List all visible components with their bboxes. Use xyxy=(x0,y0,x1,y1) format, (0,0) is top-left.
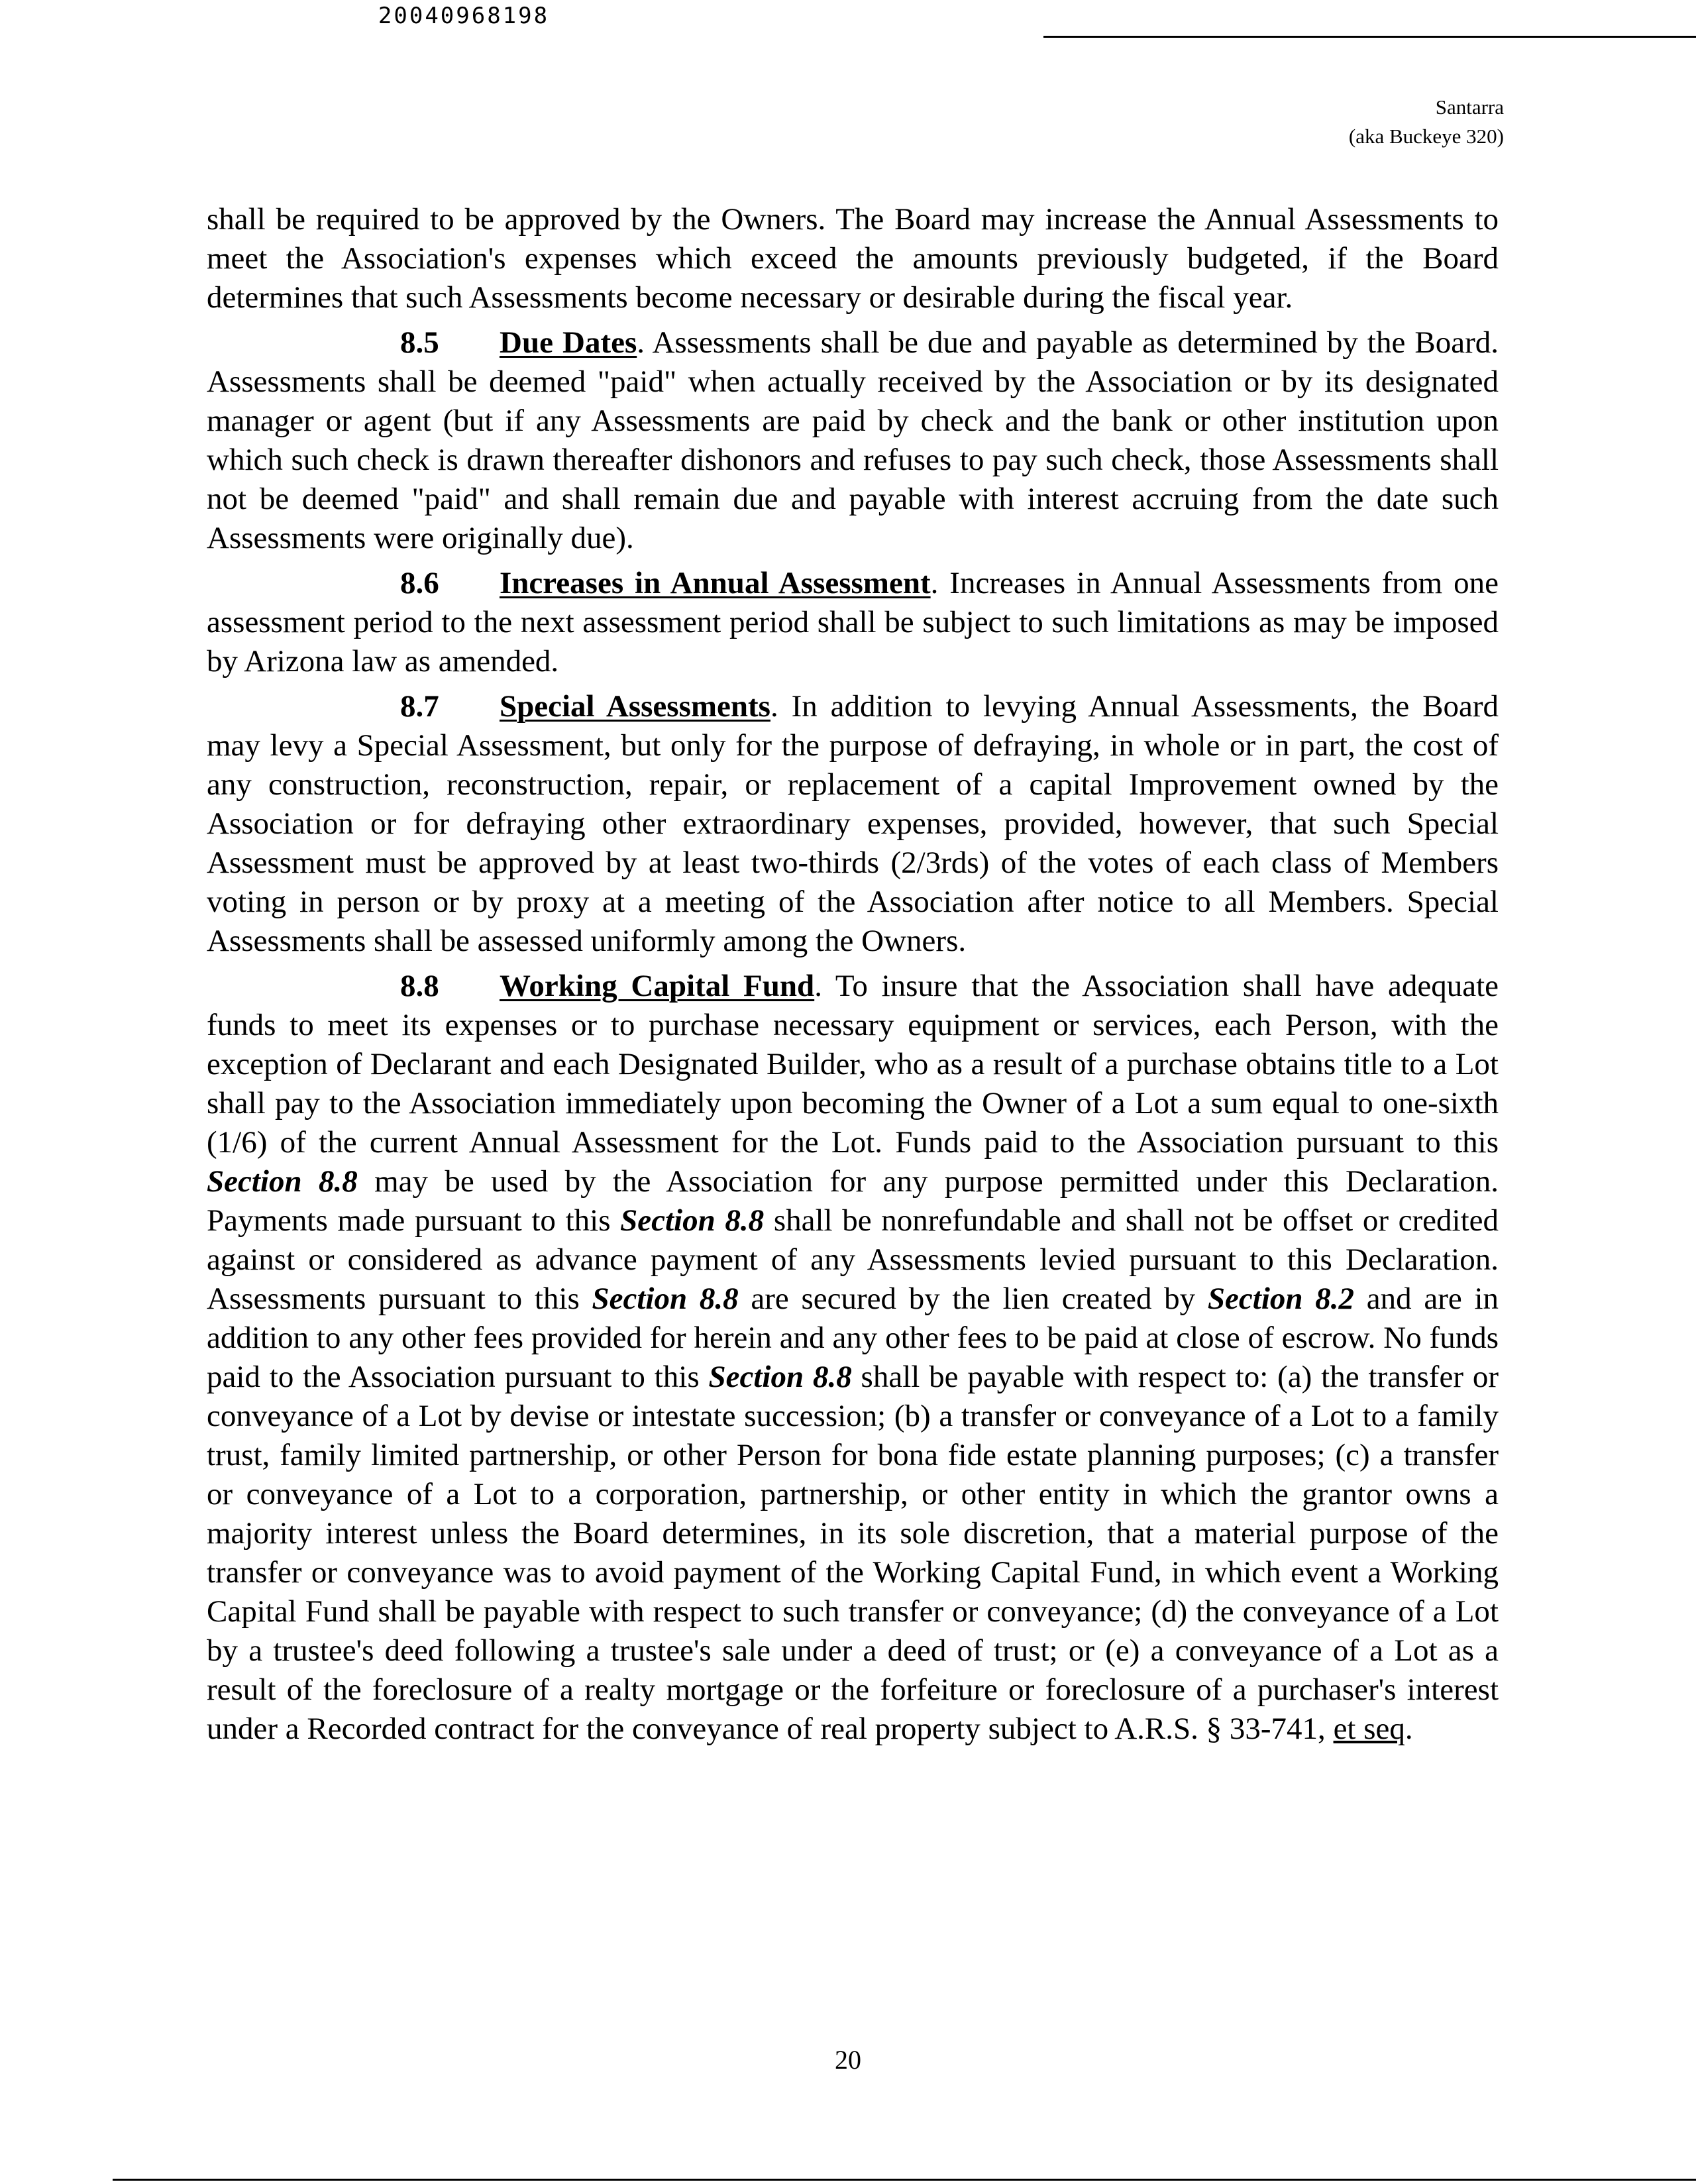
running-head-project: Santarra xyxy=(1435,95,1504,119)
section-8-6 xyxy=(207,564,1499,681)
section-text: shall be payable with respect to: (a) the transfer or conveyance of a Lot by devise or intestate succession; (b) a transfer or conveyance of a Lot to a family trust, family limited partnership, or other Person for bona fide estate planning purposes; (c) a transfer or conveyance of a Lot to a corporation, partnership, or other entity in which the grantor owns a majority interest unless the Board determines, in its sole discretion, that a material purpose of the transfer or conveyance was to avoid payment of the Working Capital Fund, in which event a Working Capital Fund shall be payable with respect to such transfer or conveyance; (d) the conveyance of a Lot by a trustee's deed following a trustee's sale under a deed of trust; or (e) a conveyance of a Lot as a result of the foreclosure of a realty mortgage or the forfeiture or foreclosure of a purchaser's interest under a Recorded contract for the conveyance of real property subject to A.R.S. § 33-741, xyxy=(207,1360,1499,1746)
section-number: 8.6 xyxy=(400,566,439,600)
section-text: . Increases in Annual Assessments from one assessment period to the next assessment period shall be subject to such limitations as may be imposed by Arizona law as amended. xyxy=(207,566,1499,679)
section-reference: Section 8.8 xyxy=(620,1203,765,1238)
page-number: 20 xyxy=(835,2045,861,2075)
document-id: 20040968198 xyxy=(378,3,550,29)
section-text: . To insure that the Association shall have adequate funds to meet its expenses or to purchase necessary equipment or services, each Person, with the exception of Declarant and each Designated Builder, who as a result of a purchase obtains title to a Lot shall pay to the Association immediately upon becoming the Owner of a Lot a sum equal to one-sixth (1/6) of the current Annual Assessment for the Lot. Funds paid to the Association pursuant to this xyxy=(207,969,1499,1160)
running-head xyxy=(1349,93,1504,151)
bottom-rule xyxy=(113,2179,1696,2181)
top-rule xyxy=(1043,36,1696,38)
section-number: 8.8 xyxy=(400,969,439,1003)
section-text: . In addition to levying Annual Assessments, the Board may levy a Special Assessment, but only for the purpose of defraying, in whole or in part, the cost of any construction, reconstruction, repair, or replacement of a capital Improvement owned by the Association or for defraying other extraordinary expenses, provided, however, that such Special Assessment must be approved by at least two-thirds (2/3rds) of the votes of each class of Members voting in person or by proxy at a meeting of the Association after notice to all Members. Special Assessments shall be assessed uniformly among the Owners. xyxy=(207,689,1499,958)
running-head-aka: (aka Buckeye 320) xyxy=(1348,125,1504,148)
section-text: may be used by the Association for any purpose permitted under this Declaration. Payments made pursuant to this xyxy=(207,1164,1499,1238)
section-reference: Section 8.2 xyxy=(1207,1282,1355,1316)
section-8-8 xyxy=(207,967,1499,1749)
section-reference: Section 8.8 xyxy=(592,1282,739,1316)
section-title: Working Capital Fund xyxy=(500,969,815,1003)
section-text: . Assessments shall be due and payable as determined by the Board. Assessments shall be deemed "paid" when actually received by the Association or by its designated manager or agent (but if any Assessments are paid by check and the bank or other institution upon which such check is drawn thereafter dishonors and refuses to pay such check, those Assessments shall not be deemed "paid" and shall remain due and payable with interest accruing from the date such Assessments were originally due). xyxy=(207,325,1499,555)
section-number: 8.7 xyxy=(400,689,439,724)
document-body xyxy=(207,200,1499,1755)
paragraph-continuation: shall be required to be approved by the Owners. The Board may increase the Annual Assessments to meet the Association's expenses which exceed the amounts previously budgeted, if the Board determines that such Assessments become necessary or desirable during the fiscal year. xyxy=(207,202,1499,315)
section-text: and are in addition to any other fees provided for herein and any other fees to be paid at close of escrow. No funds paid to the Association pursuant to this xyxy=(207,1282,1499,1394)
et-seq: et seq xyxy=(1333,1712,1405,1746)
section-text: shall be nonrefundable and shall not be offset or credited against or considered as advance payment of any Assessments levied pursuant to this Declaration. Assessments pursuant to this xyxy=(207,1203,1499,1316)
section-text: are secured by the lien created by xyxy=(738,1282,1208,1316)
section-title: Special Assessments xyxy=(500,689,770,724)
section-8-5 xyxy=(207,323,1499,558)
section-end: . xyxy=(1404,1712,1413,1746)
section-8-7 xyxy=(207,687,1499,961)
section-reference: Section 8.8 xyxy=(207,1164,358,1199)
section-number: 8.5 xyxy=(400,325,439,360)
section-title: Due Dates xyxy=(500,325,637,360)
section-reference: Section 8.8 xyxy=(708,1360,852,1394)
section-title: Increases in Annual Assessment xyxy=(500,566,931,600)
